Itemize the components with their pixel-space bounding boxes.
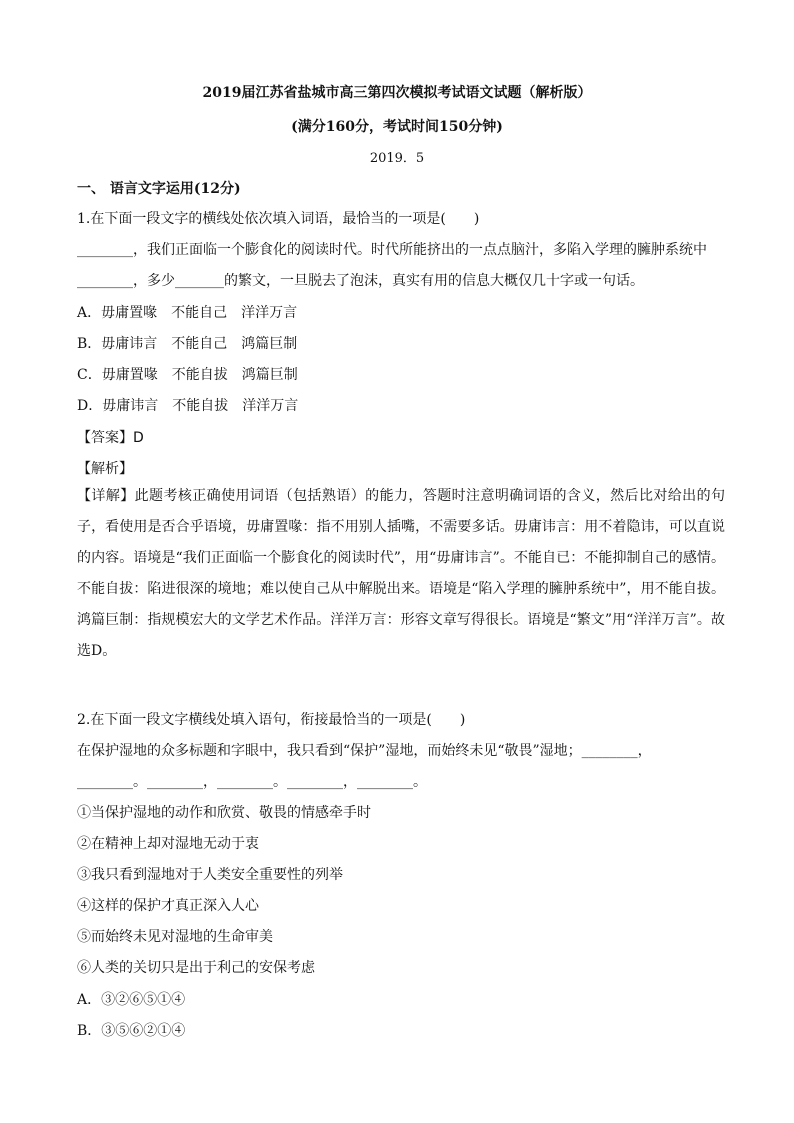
question-2-item-3: ③我只看到湿地对于人类安全重要性的列举 [77, 867, 343, 883]
question-1-option-d: D．毋庸讳言 不能自拔 洋洋万言 [77, 398, 299, 414]
question-2-option-b: B．③⑤⑥②①④ [77, 1023, 186, 1039]
question-1-detail: 【详解】此题考核正确使用词语（包括熟语）的能力，答题时注意明确词语的含义，然后比对给出的句子，看使用是否合乎语境，毋庸置喙：指不用别人插嘴，不需要多话。毋庸讳言：用不着隐讳，可以直说的内容。语境是“我们正面临一个膨食化的阅读时代”，用“毋庸讳言”。不能自已：不能抑制自己的感情。不能自拔：陷进很深的境地；难以使自己从中解脱出来。语境是“陷入学理的臃肿系统中”，用不能自拔。鸿篇巨制：指规模宏大的文学艺术作品。洋洋万言：形容文章写得很长。语境是“繁文”用“洋洋万言”。故选D。 [77, 488, 725, 659]
question-1-answer: 【答案】D [77, 430, 144, 446]
document-date: 2019．5 [369, 151, 425, 166]
question-2-passage-line-2: ________。________，________。________，________。 [77, 774, 427, 790]
question-2-passage-line-1: 在保护湿地的众多标题和字眼中，我只看到“保护”湿地，而始终未见“敬畏”湿地；________， [77, 743, 652, 759]
document-subtitle: (满分160分，考试时间150分钟) [291, 119, 503, 135]
question-1-analysis-label: 【解析】 [77, 461, 133, 477]
question-2-item-2: ②在精神上却对湿地无动于衷 [77, 836, 259, 852]
question-2-item-1: ①当保护湿地的动作和欣赏、敬畏的情感牵手时 [77, 805, 371, 821]
document-title: 2019届江苏省盐城市高三第四次模拟考试语文试题（解析版） [202, 85, 592, 101]
question-2-item-4: ④这样的保护才真正深入人心 [77, 898, 259, 914]
question-2-option-a: A．③②⑥⑤①④ [77, 992, 186, 1008]
question-1-stem: 1.在下面一段文字的横线处依次填入词语，最恰当的一项是( ) [77, 211, 480, 227]
question-1-passage-line-1: ________，我们正面临一个膨食化的阅读时代。时代所能挤出的一点点脑汁，多陷入学理的臃肿系统中 [77, 242, 707, 258]
question-2-item-5: ⑤而始终未见对湿地的生命审美 [77, 929, 273, 945]
question-1-option-b: B．毋庸讳言 不能自己 鸿篇巨制 [77, 336, 298, 352]
section-heading: 一、 语言文字运用(12分) [77, 181, 241, 197]
question-1-option-a: A．毋庸置喙 不能自己 洋洋万言 [77, 305, 298, 321]
question-2-stem: 2.在下面一段文字横线处填入语句，衔接最恰当的一项是( ) [77, 712, 466, 728]
question-2-item-6: ⑥人类的关切只是出于利己的安保考虑 [77, 960, 315, 976]
question-1-passage-line-2: ________，多少_______的繁文，一旦脱去了泡沫，真实有用的信息大概仅几十字或一句话。 [77, 273, 644, 289]
question-1-option-c: C．毋庸置喙 不能自拔 鸿篇巨制 [77, 367, 298, 383]
